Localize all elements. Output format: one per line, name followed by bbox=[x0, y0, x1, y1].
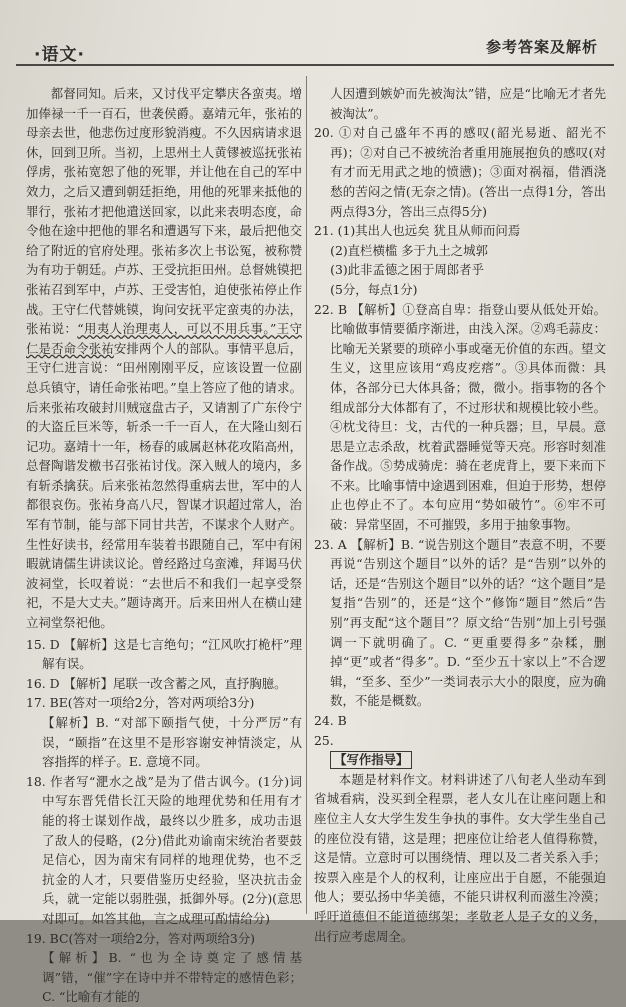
answer-23: 23. A 【解析】B. “说告别这个题目”表意不明，不要再说“告别这个题目”以外的话？是“告别”以外的话，还是“告别这个题目”以外的话？“这个题目”是复指“告别”的，还是“这个”修饰“题目”然后“告别”再支配“这个题目”？原文给“告别”加上引号强调一下就明确了。C. “更重要得多”杂糅，删掉“更”或者“得多”。D. “至少五十家以上”不合逻辑，“至多、至少”一类词表示大小的限度，应为确数，不能是概数。 bbox=[314, 536, 606, 709]
answer-19-analysis: 【解析】B. “也为全诗奠定了感情基调”错，“催”字在诗中并不带特定的感情色彩；C. “比喻有才能的 bbox=[42, 950, 302, 1005]
subject-label: ·语文· bbox=[34, 45, 85, 65]
translation-text-b: “用夷人治理夷人，可以不用兵事。”王守仁是否命令张祐 bbox=[26, 321, 303, 356]
answer-25: 25. bbox=[314, 732, 334, 748]
answer-21: 21. (1)其出人也远矣 犹且从师而问焉 bbox=[314, 223, 521, 239]
answer-21-3: (3)此非孟德之困于周郎者乎 bbox=[330, 262, 484, 278]
translation-text-a: 都督同知。后来，又讨伐平定攀庆各蛮夷。增加俸禄一千一百石，世袭侯爵。嘉靖元年，张祐的母亲去世，他悲伤过度形貌消瘦。不久因病请求退休，回到卫所。当初，上思州土人黄镠被巡抚张祐俘虏，张祐宽恕了他的死罪，并让他在自己的军中效力，之后又遭到朝廷拒绝，用他的死罪来抵他的罪行，张祐才把他遣送回家，以此来表明态度，命令他在途中把他的罪名和遭遇写下来，最后把他交给了附近的官府处理。张祐多次上书讼冤，被称赞为有功于朝廷。卢苏、王受抗拒田州。总督姚镆把张祐召到军中，卢苏、王受害怕，迫使张祐停止作战。王守仁代替姚镆，询问安抚平定蛮夷的办法，张祐说： bbox=[26, 86, 302, 337]
answer-19: 19. BC(答对一项给2分，答对两项给3分) bbox=[26, 930, 255, 946]
left-column bbox=[26, 84, 302, 1007]
answer-20: 20. ①对自己盛年不再的感叹(韶光易逝、韶光不再)；②对自己不被统治者重用施展抱负的感叹(对有才而无用武之地的愤懑)；③面对祸福，借酒浇愁的苦闷之情(无奈之情)。(答出一点得1分，答出两点得3分，答出三点得5分) bbox=[314, 125, 606, 219]
translation-paragraph bbox=[26, 84, 302, 633]
writing-guide-label: 【写作指导】 bbox=[330, 751, 412, 769]
translation-text-c: 安排两个人的部队。事情平息后，王守仁进言说：“田州刚刚平反，应该设置一位副总兵镇守，请任命张祐吧。”皇上答应了他的请求。后来张祐攻破封川贼寇盘古子，又请割了广东伶宁的大盗丘巨米等，斩杀一千一百人，在大隆山刻石记功。嘉靖十一年，杨春的戚属赵林花攻陷高州，总督陶谐发檄书召张祐讨伐。深入贼人的境内，多有斩杀擒获。后来张祐忽然得重病去世，军中的人都很哀伤。张祐身高八尺，智谋才识超过常人，治军有节制，能与部下同甘共苦，不谋求个人财产。生性好读书，经常用车装着书跟随自己，军中有闲暇就请儒生讲读议论。曾经路过乌蛮滩，拜谒马伏波祠堂，长叹着说：“去世后不和我们一起享受祭祀，不是大丈夫。”题诗离开。后来田州人在横山建立祠堂祭祀他。 bbox=[26, 340, 303, 631]
answer-15: 15. D 【解析】这是七言绝句；“江风吹打桅杆”理解有误。 bbox=[26, 636, 302, 672]
answer-18: 18. 作者写“淝水之战”是为了借古讽今。(1分)词中写东晋凭借长江天险的地理优势和任用有才能的将士谋划作战，最终以少胜多，成功击退了敌人的侵略，(2分)借此劝谕南宋统治者要鼓足信心，因为南宋有同样的地理优势，也不乏抗金的人才，只要借鉴历史经验，坚决抗击金兵，就一定能以弱胜强，抵御外辱。(2分)(意思对即可。如答其他，言之成理可酌情给分) bbox=[26, 773, 302, 926]
answer-16: 16. D 【解析】尾联一改含蓄之风，直抒胸臆。 bbox=[26, 675, 287, 691]
page-title: 参考答案及解析 bbox=[485, 38, 598, 56]
answer-17: 17. BE(答对一项给2分，答对两项给3分) bbox=[26, 695, 255, 711]
writing-guide-heading bbox=[314, 750, 606, 770]
answer-19-analysis-cont: 人因遭到嫉妒而先被淘汰”错，应是“比喻无才者先被淘汰”。 bbox=[330, 86, 606, 121]
answer-21-2: (2)直栏横槛 多于九土之城郭 bbox=[330, 242, 488, 258]
answer-17-analysis: 【解析】B. “对部下颐指气使，十分严厉”有误，“颐指”在这里不是形容谢安神情淡定，从容指挥的样子。E. 意境不同。 bbox=[42, 715, 302, 770]
writing-guide-text: 本题是材料作文。材料讲述了八旬老人坐动车到省城看病，没买到全程票，老人女儿在让座问题上和座位主人女大学生发生争执的事件。女大学生坐自己的座位没有错，这是理；把座位让给老人值得称赞，这是情。立意时可以围绕情、理以及二者关系入手；按票入座是个人的权利，让座应出于自愿，不能强迫他人；要弘扬中华美德，不能只讲权利而滋生冷漠；呼吁道德但不能道德绑架；孝敬老人是子女的义务，出行应考虑周全。 bbox=[314, 771, 606, 944]
answer-21-score: (5分，每点1分) bbox=[330, 281, 418, 297]
answer-22: 22. B 【解析】①登高自卑：指登山要从低处开始。比喻做事情要循序渐进，由浅入深。②鸡毛蒜皮：比喻无关紧要的琐碎小事或毫无价值的东西。望文生义，这里应该用“鸡皮疙瘩”。③具体而微：具体，各部分已大体具备；微，微小。指事物的各个组成部分大体都有了，不过形状和规模比较小些。④枕戈待旦：戈，古代的一种兵器；旦，早晨。意思是立志杀敌，枕着武器睡觉等天亮。形容时刻准备作战。⑤势成骑虎：骑在老虎背上，要下来而下不来。比喻事情中途遇到困难，但迫于形势，想停止也停止不了。本句应用“势如破竹”。⑥牢不可破：异常坚固，不可摧毁，多用于抽象事物。 bbox=[314, 301, 606, 533]
page-header bbox=[16, 28, 614, 66]
right-column bbox=[314, 84, 606, 946]
answer-24: 24. B bbox=[314, 713, 347, 728]
